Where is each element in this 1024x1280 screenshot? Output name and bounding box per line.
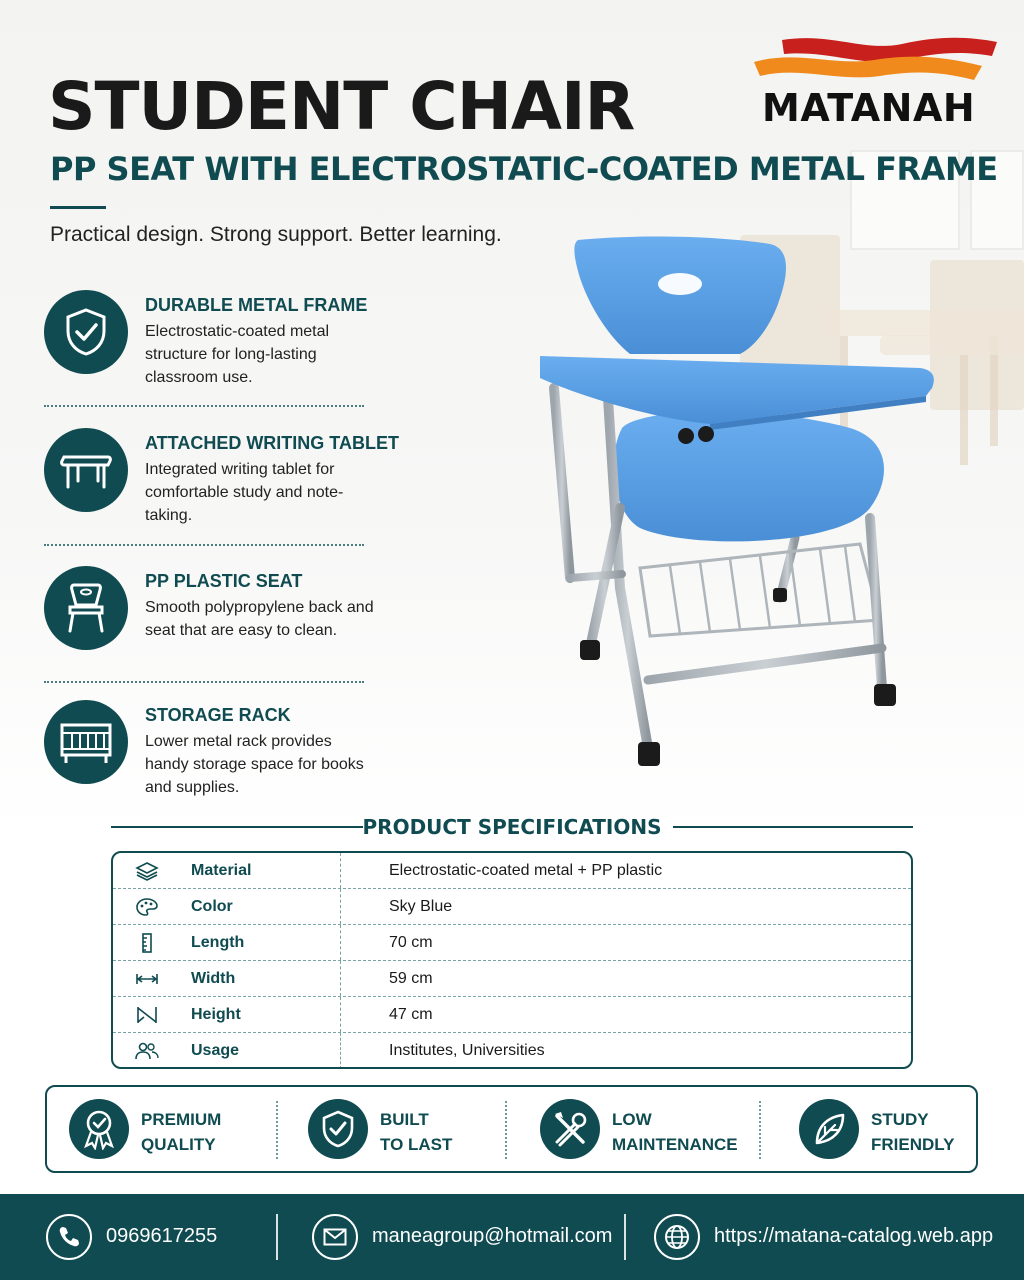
spec-heading: PRODUCT SPECIFICATIONS xyxy=(362,815,662,839)
chair-icon xyxy=(44,566,128,650)
table-row xyxy=(113,889,911,925)
spec-label: Height xyxy=(191,1006,241,1023)
spec-label: Length xyxy=(191,934,245,951)
globe-icon xyxy=(654,1214,700,1260)
contact-footer xyxy=(0,1194,1024,1280)
ruler-icon xyxy=(135,933,159,953)
tagline: Practical design. Strong support. Better learning. xyxy=(50,223,502,246)
spec-heading-rule-right xyxy=(673,826,913,828)
email-address: maneagroup@hotmail.com xyxy=(372,1225,613,1247)
spec-value: 70 cm xyxy=(389,934,433,951)
mail-icon xyxy=(312,1214,358,1260)
table-row xyxy=(113,853,911,889)
divider xyxy=(276,1101,278,1159)
divider xyxy=(505,1101,507,1159)
feature-description: Lower metal rack provides handy storage space for books and supplies. xyxy=(145,733,364,796)
feature-description: Integrated writing tablet for comfortable study and note-taking. xyxy=(145,461,344,524)
feature-description: Electrostatic-coated metal structure for long-lasting classroom use. xyxy=(145,323,330,386)
shield-check-icon xyxy=(44,290,128,374)
badge-label: STUDY FRIENDLY xyxy=(871,1110,955,1154)
page-title: STUDENT CHAIR xyxy=(48,68,635,145)
student-chair-image xyxy=(530,228,950,788)
writing-tablet-icon xyxy=(44,428,128,512)
spec-value: 47 cm xyxy=(389,1006,433,1023)
tools-icon xyxy=(540,1099,600,1159)
users-icon xyxy=(135,1041,159,1061)
logo-wordmark: MATANAH xyxy=(762,86,976,130)
spec-value: Institutes, Universities xyxy=(389,1042,545,1059)
logo-swoosh-icon xyxy=(752,30,1002,90)
award-icon xyxy=(69,1099,129,1159)
brand-logo xyxy=(752,30,1002,130)
benefit-badges xyxy=(45,1085,978,1173)
shield-check-icon xyxy=(308,1099,368,1159)
spec-value: Sky Blue xyxy=(389,898,453,915)
leaf-icon xyxy=(799,1099,859,1159)
divider xyxy=(759,1101,761,1159)
phone-icon xyxy=(46,1214,92,1260)
feature-description: Smooth polypropylene back and seat that are easy to clean. xyxy=(145,599,374,639)
website-url: https://matana-catalog.web.app xyxy=(714,1225,994,1247)
height-icon xyxy=(135,1005,159,1025)
table-row xyxy=(113,961,911,997)
feature-title: STORAGE RACK xyxy=(145,705,291,725)
divider xyxy=(44,681,364,683)
spec-table xyxy=(111,851,913,1069)
badge-label: PREMIUM QUALITY xyxy=(141,1110,222,1154)
storage-rack-icon xyxy=(44,700,128,784)
table-row xyxy=(113,1033,911,1069)
table-row xyxy=(113,997,911,1033)
spec-value: Electrostatic-coated metal + PP plastic xyxy=(389,862,663,879)
divider xyxy=(276,1214,278,1260)
palette-icon xyxy=(135,897,159,917)
title-underline xyxy=(50,206,106,209)
feature-title: PP PLASTIC SEAT xyxy=(145,571,303,591)
badge-label: BUILT TO LAST xyxy=(380,1110,453,1154)
divider xyxy=(624,1214,626,1260)
feature-title: ATTACHED WRITING TABLET xyxy=(145,433,399,453)
page-subtitle: PP SEAT WITH ELECTROSTATIC-COATED METAL FRAME xyxy=(50,150,998,188)
spec-label: Material xyxy=(191,862,252,879)
divider xyxy=(44,544,364,546)
layers-icon xyxy=(135,861,159,881)
badge-label: LOW MAINTENANCE xyxy=(612,1110,738,1154)
phone-number: 0969617255 xyxy=(106,1225,218,1247)
divider xyxy=(44,405,364,407)
spec-label: Usage xyxy=(191,1042,240,1059)
width-icon xyxy=(135,969,159,989)
feature-title: DURABLE METAL FRAME xyxy=(145,295,368,315)
table-row xyxy=(113,925,911,961)
spec-label: Color xyxy=(191,898,233,915)
spec-value: 59 cm xyxy=(389,970,433,987)
spec-label: Width xyxy=(191,970,236,987)
